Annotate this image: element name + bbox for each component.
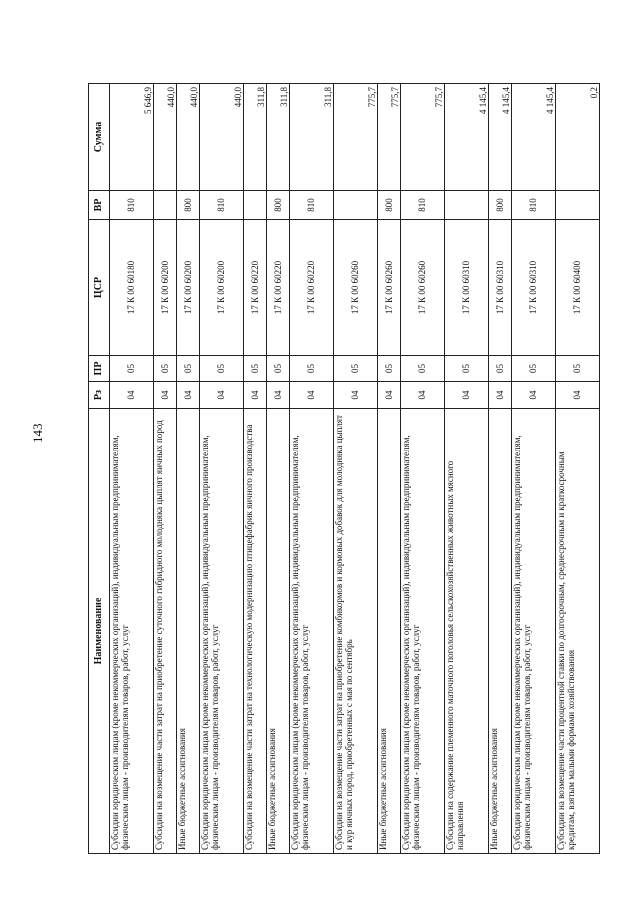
row-pr: 05: [555, 356, 599, 382]
row-vr: 810: [110, 191, 154, 220]
row-pr: 05: [243, 356, 266, 382]
row-sum: 4 145,4: [444, 84, 488, 191]
row-sum: 311,8: [266, 84, 289, 191]
row-vr: [444, 191, 488, 220]
table-row: [488, 84, 511, 854]
row-sum: 775,7: [333, 84, 377, 191]
row-csr: 17 К 00 60260: [333, 220, 377, 356]
row-name: Иные бюджетные ассигнования: [377, 409, 400, 854]
header-csr: ЦСР: [89, 220, 110, 356]
row-vr: 810: [289, 191, 333, 220]
rotated-page-content: [88, 84, 600, 854]
row-rz: 04: [511, 382, 555, 409]
row-rz: 04: [555, 382, 599, 409]
row-pr: 05: [176, 356, 199, 382]
row-sum: 775,7: [377, 84, 400, 191]
budget-table: [88, 83, 600, 854]
row-name: Субсидии на возмещение части процентной ставки по долгосрочным, среднесрочным и краткосрочным кредитам, взятым малыми формами хозяйствования: [555, 409, 599, 854]
row-name: Субсидии на возмещение части затрат на технологическую модернизацию птицефабрик яичного производства: [243, 409, 266, 854]
row-name: Субсидии юридическим лицам (кроме некоммерческих организаций), индивидуальным предпринимателям, физическим лицам - производителям товаров, работ, услуг: [199, 409, 243, 854]
row-sum: 440,0: [176, 84, 199, 191]
header-vr: ВР: [89, 191, 110, 220]
table-row: [289, 84, 333, 854]
row-name: Субсидии на содержание племенного маточного поголовья сельскохозяйственных животных мясного направления: [444, 409, 488, 854]
table-row: [511, 84, 555, 854]
row-vr: [555, 191, 599, 220]
header-sum: Сумма: [89, 84, 110, 191]
row-csr: 17 К 00 60260: [377, 220, 400, 356]
row-rz: 04: [153, 382, 176, 409]
row-sum: 5 646,9: [110, 84, 154, 191]
header-rz: Рз: [89, 382, 110, 409]
row-csr: 17 К 00 60310: [444, 220, 488, 356]
row-vr: 810: [400, 191, 444, 220]
row-pr: 05: [199, 356, 243, 382]
row-rz: 04: [377, 382, 400, 409]
row-rz: 04: [289, 382, 333, 409]
row-sum: 311,8: [289, 84, 333, 191]
row-rz: 04: [444, 382, 488, 409]
row-vr: 800: [377, 191, 400, 220]
row-rz: 04: [266, 382, 289, 409]
page-number: 143: [30, 423, 45, 443]
row-csr: 17 К 00 60180: [110, 220, 154, 356]
row-name: Субсидии юридическим лицам (кроме некоммерческих организаций), индивидуальным предпринимателям, физическим лицам - производителям товаров, работ, услуг: [289, 409, 333, 854]
row-pr: 05: [377, 356, 400, 382]
row-pr: 05: [289, 356, 333, 382]
row-vr: [153, 191, 176, 220]
row-vr: 810: [511, 191, 555, 220]
row-name: Иные бюджетные ассигнования: [266, 409, 289, 854]
row-name: Иные бюджетные ассигнования: [488, 409, 511, 854]
row-rz: 04: [176, 382, 199, 409]
row-sum: 440,0: [199, 84, 243, 191]
row-sum: 4 145,4: [488, 84, 511, 191]
row-name: Субсидии юридическим лицам (кроме некоммерческих организаций), индивидуальным предпринимателям, физическим лицам - производителям товаров, работ, услуг: [110, 409, 154, 854]
table-row: [243, 84, 266, 854]
row-name: Субсидии юридическим лицам (кроме некоммерческих организаций), индивидуальным предпринимателям, физическим лицам - производителям товаров, работ, услуг: [400, 409, 444, 854]
table-row: [110, 84, 154, 854]
header-pr: ПР: [89, 356, 110, 382]
table-row: [400, 84, 444, 854]
row-rz: 04: [199, 382, 243, 409]
row-rz: 04: [488, 382, 511, 409]
row-rz: 04: [400, 382, 444, 409]
row-csr: 17 К 00 60200: [153, 220, 176, 356]
table-row: [266, 84, 289, 854]
row-pr: 05: [488, 356, 511, 382]
row-pr: 05: [400, 356, 444, 382]
table-row: [555, 84, 599, 854]
row-csr: 17 К 00 60200: [176, 220, 199, 356]
row-vr: [333, 191, 377, 220]
row-pr: 05: [153, 356, 176, 382]
table-row: [377, 84, 400, 854]
row-vr: 800: [488, 191, 511, 220]
row-vr: 800: [266, 191, 289, 220]
header-name: Наименование: [89, 409, 110, 854]
row-name: Субсидии на возмещение части затрат на приобретение суточного гибридного молодняка цыплят яичных пород: [153, 409, 176, 854]
row-pr: 05: [511, 356, 555, 382]
table-row: [176, 84, 199, 854]
row-csr: 17 К 00 60220: [243, 220, 266, 356]
row-csr: 17 К 00 60260: [400, 220, 444, 356]
row-sum: 0,2: [555, 84, 599, 191]
row-vr: [243, 191, 266, 220]
table-row: [199, 84, 243, 854]
row-name: Субсидии юридическим лицам (кроме некоммерческих организаций), индивидуальным предпринимателям, физическим лицам - производителям товаров, работ, услуг: [511, 409, 555, 854]
row-vr: 810: [199, 191, 243, 220]
row-sum: 440,0: [153, 84, 176, 191]
row-sum: 4 145,4: [511, 84, 555, 191]
row-csr: 17 К 00 60310: [488, 220, 511, 356]
row-csr: 17 К 00 60400: [555, 220, 599, 356]
table-row: [444, 84, 488, 854]
row-csr: 17 К 00 60220: [266, 220, 289, 356]
row-csr: 17 К 00 60200: [199, 220, 243, 356]
row-pr: 05: [110, 356, 154, 382]
row-pr: 05: [266, 356, 289, 382]
row-sum: 775,7: [400, 84, 444, 191]
row-csr: 17 К 00 60310: [511, 220, 555, 356]
row-name: Иные бюджетные ассигнования: [176, 409, 199, 854]
row-pr: 05: [333, 356, 377, 382]
row-name: Субсидии на возмещение части затрат на приобретение комбикормов и кормовых добавок для молодняка цыплят и кур яичных пород, приобретенных с мая по сентябрь: [333, 409, 377, 854]
row-vr: 800: [176, 191, 199, 220]
table-header-row: [89, 84, 110, 854]
row-csr: 17 К 00 60220: [289, 220, 333, 356]
row-rz: 04: [243, 382, 266, 409]
row-pr: 05: [444, 356, 488, 382]
row-rz: 04: [333, 382, 377, 409]
row-rz: 04: [110, 382, 154, 409]
table-row: [153, 84, 176, 854]
table-row: [333, 84, 377, 854]
row-sum: 311,8: [243, 84, 266, 191]
